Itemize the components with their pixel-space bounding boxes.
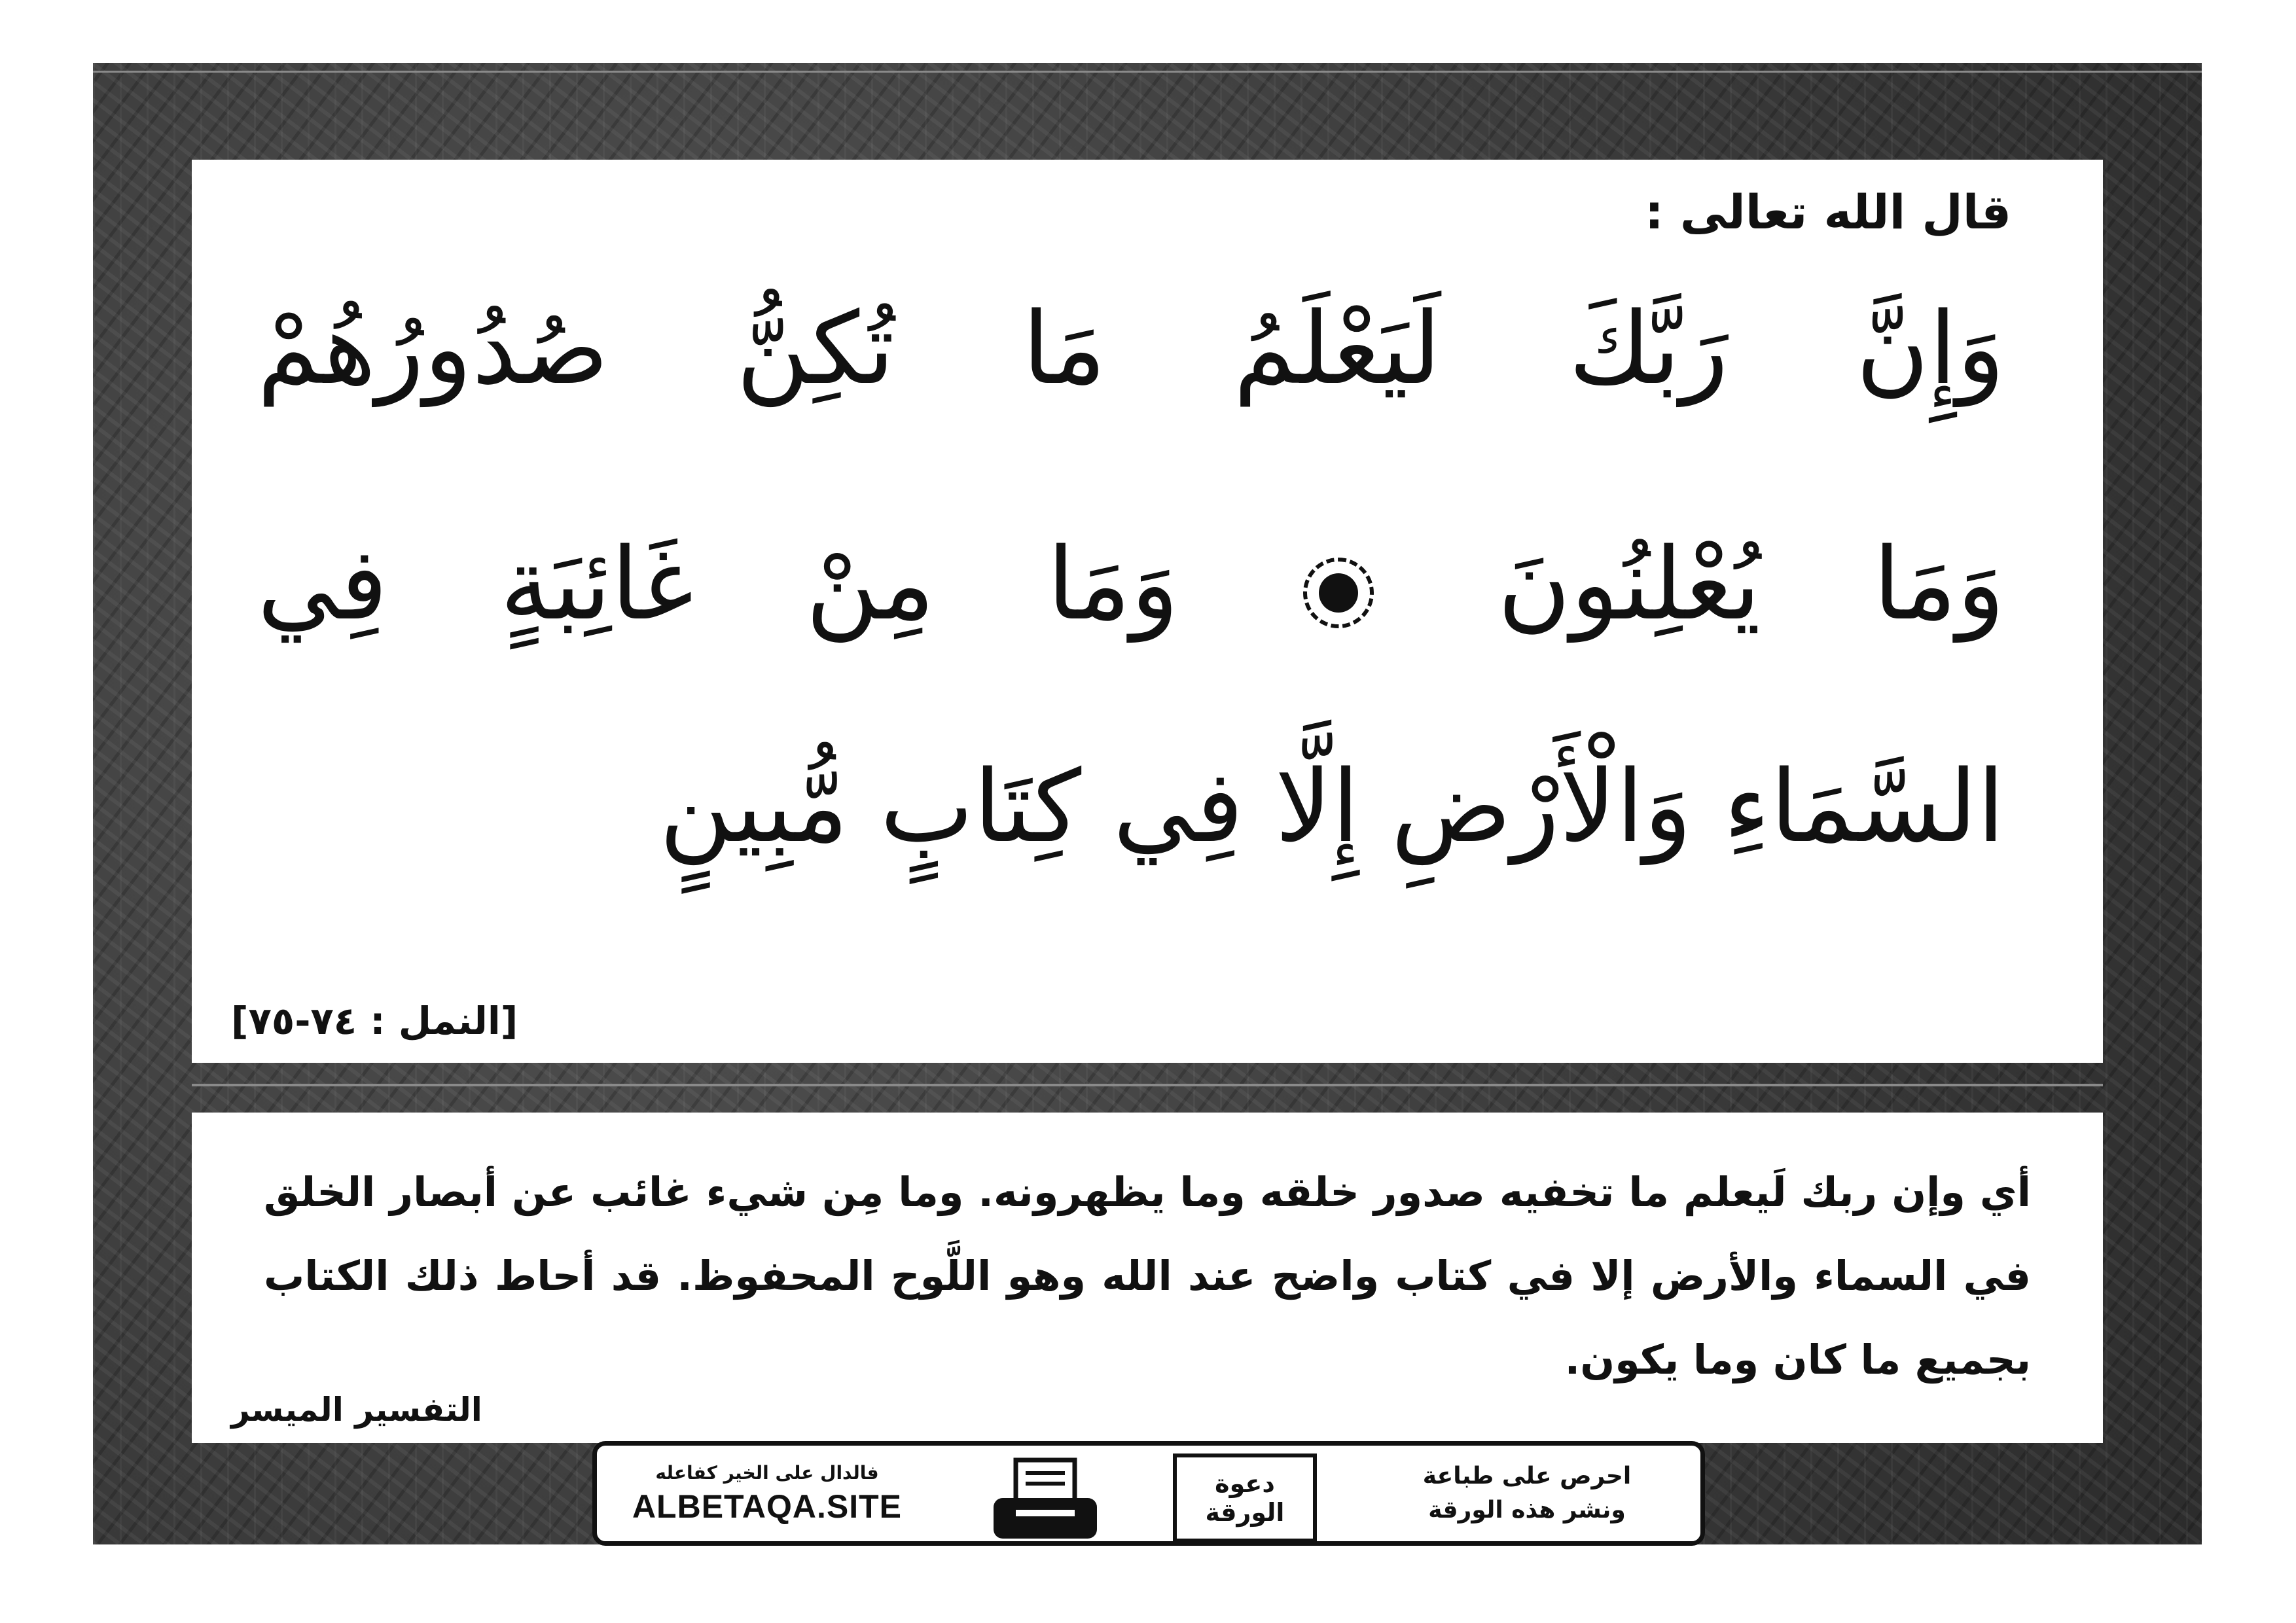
verse-segment-end: وَمَا يُعْلِنُونَ [1498, 526, 2005, 642]
frame-top-line [93, 71, 2202, 73]
footer-motto-box [1354, 1446, 1700, 1541]
tafsir-panel [192, 1113, 2103, 1443]
printer-icon [990, 1457, 1101, 1543]
verse-panel [192, 160, 2103, 1063]
footer-bar [592, 1441, 1705, 1546]
surah-reference: [النمل : ٧٤-٧٥] [231, 999, 518, 1043]
verse-line-2 [257, 526, 2005, 642]
brand-logo: دعوة الورقة [1173, 1454, 1317, 1543]
motto-line-2: ونشر هذه الورقة [1428, 1497, 1626, 1524]
motto-line-1: احرص على طباعة [1422, 1463, 1632, 1489]
footer-caption: فالدال على الخير كفاعله [655, 1461, 879, 1484]
verse-line-1: وَإِنَّ رَبَّكَ لَيَعْلَمُ مَا تُكِنُّ صُدُورُهُمْ [257, 291, 2005, 406]
ayah-separator-icon [1303, 558, 1374, 628]
intro-heading: قال الله تعالى : [1644, 185, 2011, 240]
tafsir-text: أي وإن ربك لَيعلم ما تخفيه صدور خلقه وما يظهرونه. وما مِن شيء غائب عن أبصار الخلق في السماء والأرض إلا في كتاب واضح عند الله وهو اللَّوح المحفوظ. قد أحاط ذلك الكتاب بجميع ما كان وما يكون. [264, 1168, 2031, 1383]
tafsir-source: التفسير الميسر [231, 1391, 482, 1429]
verse-line-3: السَّمَاءِ وَالْأَرْضِ إِلَّا فِي كِتَابٍ مُّبِينٍ [659, 749, 2005, 865]
frame-divider-line [192, 1084, 2103, 1086]
site-link[interactable]: ALBETAQA.SITE [632, 1488, 903, 1525]
footer-site-box [597, 1446, 937, 1541]
verse-segment-start: وَمَا مِنْ غَائِبَةٍ فِي [257, 526, 1179, 642]
